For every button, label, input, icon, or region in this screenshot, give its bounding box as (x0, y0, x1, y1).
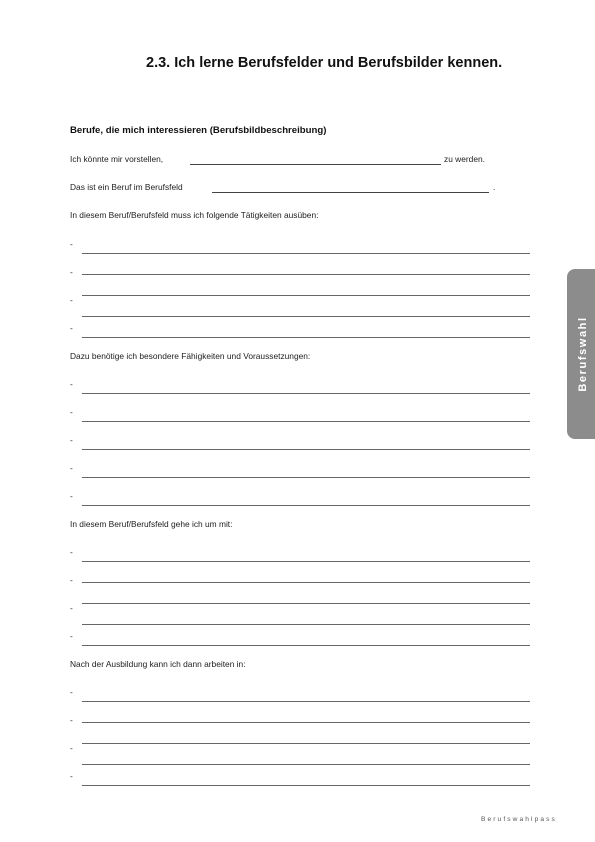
workplace-line[interactable] (82, 743, 530, 744)
prompt-workplaces: Nach der Ausbildung kann ich dann arbeiten in: (70, 659, 246, 669)
bullet-dash: - (70, 295, 73, 305)
workplace-line[interactable] (82, 764, 530, 765)
bullet-dash: - (70, 631, 73, 641)
bullet-dash: - (70, 547, 73, 557)
skill-line[interactable] (82, 393, 530, 394)
skill-line[interactable] (82, 477, 530, 478)
bullet-dash: - (70, 491, 73, 501)
page-title: 2.3. Ich lerne Berufsfelder und Berufsbilder kennen. (146, 55, 503, 71)
materials-line[interactable] (82, 624, 530, 625)
prompt-skills: Dazu benötige ich besondere Fähigkeiten und Voraussetzungen: (70, 351, 311, 361)
skill-line[interactable] (82, 421, 530, 422)
prompt-field-label: Das ist ein Beruf im Berufsfeld (70, 182, 183, 192)
prompt-imagine-suffix: zu werden. (444, 154, 485, 164)
bullet-dash: - (70, 379, 73, 389)
prompt-imagine-label: Ich könnte mir vorstellen, (70, 154, 164, 164)
workplace-line[interactable] (82, 785, 530, 786)
materials-line[interactable] (82, 603, 530, 604)
prompt-materials: In diesem Beruf/Berufsfeld gehe ich um mit: (70, 519, 233, 529)
bullet-dash: - (70, 407, 73, 417)
bullet-dash: - (70, 771, 73, 781)
footer-brand: Berufswahlpass (481, 816, 557, 823)
bullet-dash: - (70, 743, 73, 753)
bullet-dash: - (70, 239, 73, 249)
side-tab-label: Berufswahl (577, 316, 589, 392)
skill-line[interactable] (82, 449, 530, 450)
bullet-dash: - (70, 435, 73, 445)
materials-line[interactable] (82, 561, 530, 562)
skill-line[interactable] (82, 505, 530, 506)
materials-line[interactable] (82, 582, 530, 583)
workplace-line[interactable] (82, 722, 530, 723)
bullet-dash: - (70, 323, 73, 333)
bullet-dash: - (70, 603, 73, 613)
bullet-dash: - (70, 715, 73, 725)
activity-line[interactable] (82, 316, 530, 317)
activity-line[interactable] (82, 337, 530, 338)
activity-line[interactable] (82, 274, 530, 275)
materials-line[interactable] (82, 645, 530, 646)
job-field-field[interactable] (212, 192, 489, 193)
bullet-dash: - (70, 687, 73, 697)
bullet-dash: - (70, 463, 73, 473)
prompt-activities: In diesem Beruf/Berufsfeld muss ich folgende Tätigkeiten ausüben: (70, 210, 319, 220)
activity-line[interactable] (82, 253, 530, 254)
section-heading: Berufe, die mich interessieren (Berufsbildbeschreibung) (70, 125, 327, 136)
prompt-field-suffix: . (493, 182, 496, 192)
bullet-dash: - (70, 267, 73, 277)
workplace-line[interactable] (82, 701, 530, 702)
activity-line[interactable] (82, 295, 530, 296)
bullet-dash: - (70, 575, 73, 585)
side-tab (567, 269, 595, 439)
job-name-field[interactable] (190, 164, 441, 165)
